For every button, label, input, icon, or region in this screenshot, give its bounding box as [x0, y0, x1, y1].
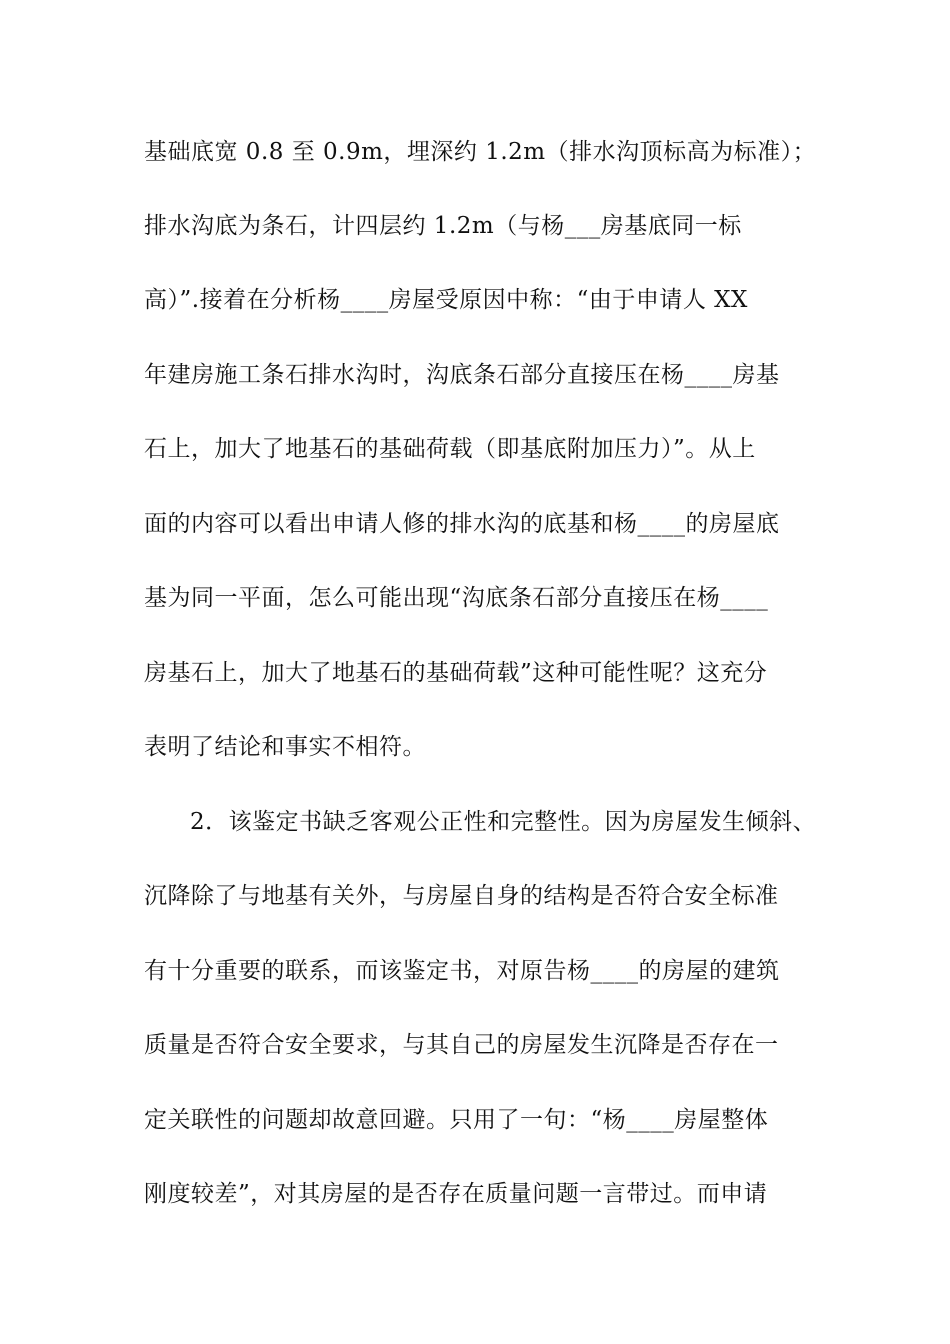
- body-text-line: 面的内容可以看出申请人修的排水沟的底基和杨____的房屋底: [144, 511, 780, 537]
- body-text-line: 沉降除了与地基有关外，与房屋自身的结构是否符合安全标准: [144, 883, 779, 909]
- body-text-line: 基础底宽 0.8 至 0.9m，埋深约 1.2m（排水沟顶标高为标准）；: [144, 139, 817, 165]
- paragraph-start-line: 2．该鉴定书缺乏客观公正性和完整性。因为房屋发生倾斜、: [190, 809, 817, 835]
- body-text-line: 石上，加大了地基石的基础荷载（即基底附加压力）”。从上: [144, 436, 756, 462]
- body-text-line: 年建房施工条石排水沟时，沟底条石部分直接压在杨____房基: [144, 362, 780, 388]
- body-text-line: 定关联性的问题却故意回避。只用了一句：“杨____房屋整体: [144, 1107, 769, 1133]
- body-text-line: 表明了结论和事实不相符。: [144, 734, 426, 760]
- body-text-line: 有十分重要的联系，而该鉴定书，对原告杨____的房屋的建筑: [144, 958, 780, 984]
- body-text-line: 刚度较差”，对其房屋的是否存在质量问题一言带过。而申请: [144, 1181, 768, 1207]
- body-text-line: 房基石上，加大了地基石的基础荷载”这种可能性呢？这充分: [144, 660, 768, 686]
- body-text-line: 高）”.接着在分析杨____房屋受原因中称：“由于申请人 XX: [144, 287, 748, 313]
- body-text-line: 排水沟底为条石，计四层约 1.2m（与杨___房基底同一标: [144, 213, 742, 239]
- body-text-line: 基为同一平面，怎么可能出现“沟底条石部分直接压在杨____: [144, 585, 769, 611]
- body-text-line: 质量是否符合安全要求，与其自己的房屋发生沉降是否存在一: [144, 1032, 779, 1058]
